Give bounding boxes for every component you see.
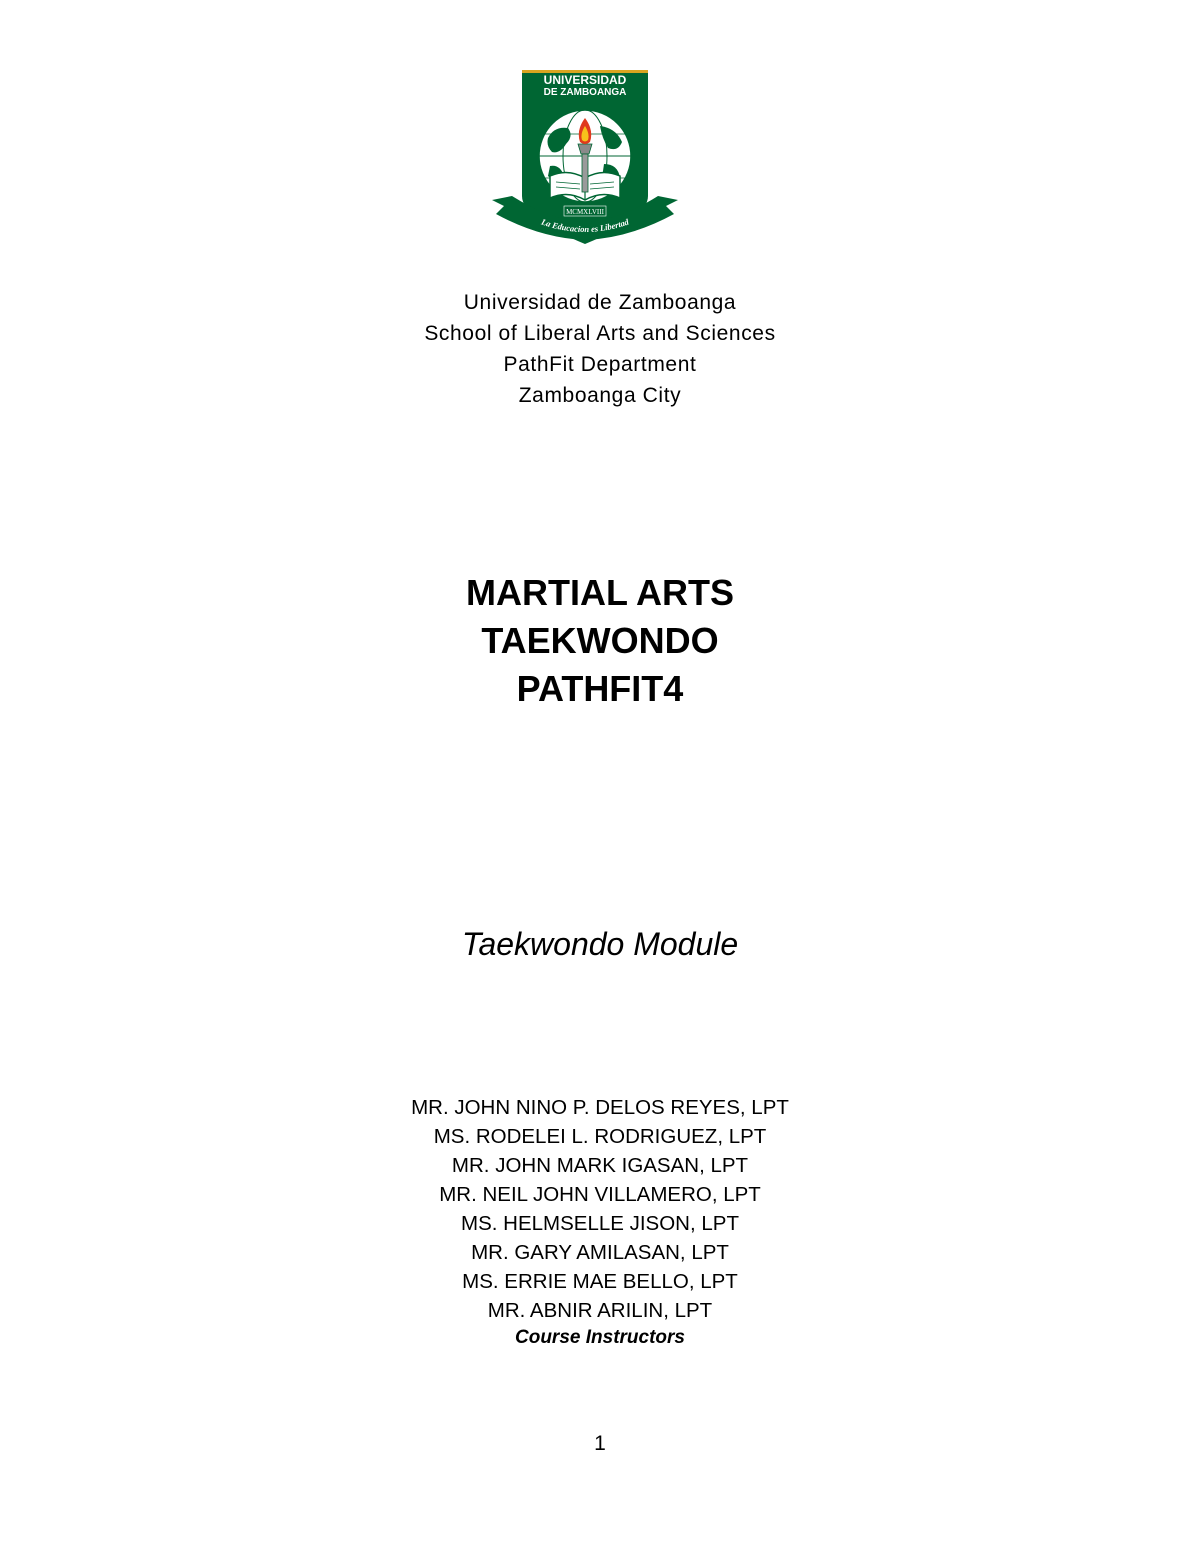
title-line-1: MARTIAL ARTS [466, 572, 734, 613]
title-line-3: PATHFIT4 [516, 668, 684, 709]
instructors-list [0, 1093, 1200, 1351]
logo-year: MCMXLVIII [566, 208, 604, 216]
page-number: 1 [594, 1432, 606, 1455]
instructor-name: MR. JOHN NINO P. DELOS REYES, LPT [411, 1096, 789, 1119]
document-title [0, 569, 1200, 713]
instructor-name: MS. RODELEI L. RODRIGUEZ, LPT [433, 1125, 767, 1148]
title-line-2: TAEKWONDO [481, 620, 719, 661]
university-seal-logo [490, 68, 680, 252]
instructor-name: MR. JOHN MARK IGASAN, LPT [451, 1154, 749, 1177]
instructors-role-label: Course Instructors [515, 1327, 685, 1348]
instructor-name: MR. GARY AMILASAN, LPT [471, 1241, 729, 1264]
logo-top-text-2: DE ZAMBOANGA [543, 87, 627, 98]
instructor-name: MR. ABNIR ARILIN, LPT [487, 1299, 713, 1322]
instructor-name: MS. ERRIE MAE BELLO, LPT [462, 1270, 738, 1293]
instructor-name: MR. NEIL JOHN VILLAMERO, LPT [439, 1183, 761, 1206]
institution-header [0, 287, 1200, 411]
logo-motto: La Educacion es Libertad [540, 216, 630, 235]
department-name: PathFit Department [503, 353, 697, 376]
instructor-name: MS. HELMSELLE JISON, LPT [461, 1212, 739, 1235]
school-name: School of Liberal Arts and Sciences [424, 322, 776, 345]
university-name: Universidad de Zamboanga [463, 291, 737, 314]
logo-top-text-1: UNIVERSIDAD [543, 73, 627, 87]
city-name: Zamboanga City [518, 384, 682, 407]
module-name: Taekwondo Module [461, 926, 739, 962]
